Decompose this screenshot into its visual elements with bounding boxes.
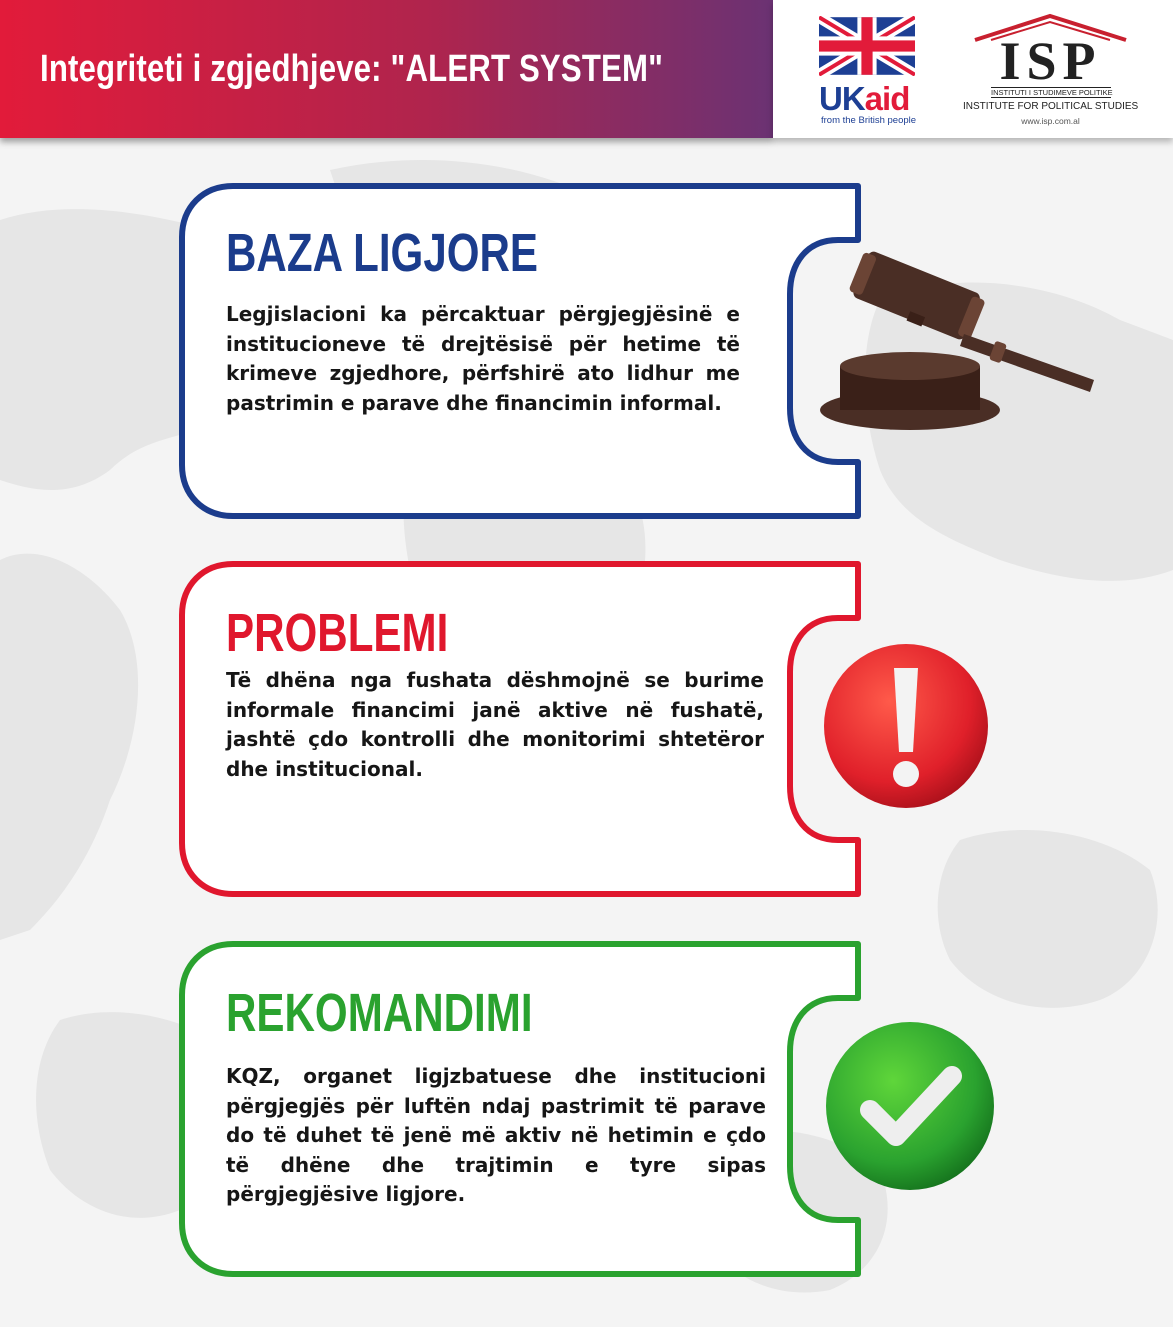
card-title: REKOMANDIMI	[226, 983, 533, 1043]
card-title: BAZA LIGJORE	[226, 223, 539, 283]
logo-strip	[773, 0, 1173, 138]
isp-name-albanian: INSTITUTI I STUDIMEVE POLITIKE	[991, 88, 1113, 97]
isp-logo	[963, 12, 1138, 127]
card-title: PROBLEMI	[226, 603, 449, 663]
card-legal-basis	[178, 182, 868, 520]
header-banner	[0, 0, 773, 138]
checkmark-icon	[822, 1018, 998, 1194]
page-title: Integriteti i zgjedhjeve: "ALERT SYSTEM"	[40, 47, 664, 90]
ukaid-tagline: from the British people	[821, 115, 917, 126]
card-text: Legjislacioni ka përcaktuar përgjegjësinë e institucioneve të drejtësisë për hetime të krimeve zgjedhore, përfshirë ato lidhur me pastrimin e parave dhe financimin informal.	[226, 302, 740, 415]
card-problem	[178, 560, 868, 898]
card-text: KQZ, organet ligjzbatuese dhe institucioni përgjegjës për luftën ndaj pastrimit të parave do të duhet të jenë më aktiv në hetimin e çdo të dhëne dhe trajtimin e tyre sipas përgjegjësive ligjore.	[226, 1064, 766, 1206]
card-recommendation	[178, 940, 868, 1278]
isp-letters: ISP	[999, 31, 1102, 91]
exclamation-icon	[820, 640, 992, 812]
isp-name-english: INSTITUTE FOR POLITICAL STUDIES	[963, 101, 1139, 112]
ukaid-wordmark: UKaid	[819, 80, 910, 117]
ukaid-logo	[819, 16, 919, 126]
union-jack-icon	[819, 16, 915, 76]
isp-website: www.isp.com.al	[1021, 116, 1080, 126]
gavel-icon	[814, 242, 1104, 442]
card-text: Të dhëna nga fushata dëshmojnë se burime informale financimi janë aktive në fushatë, jashtë çdo kontrolli dhe monitorimi shtetëror dhe institucional.	[226, 668, 764, 781]
